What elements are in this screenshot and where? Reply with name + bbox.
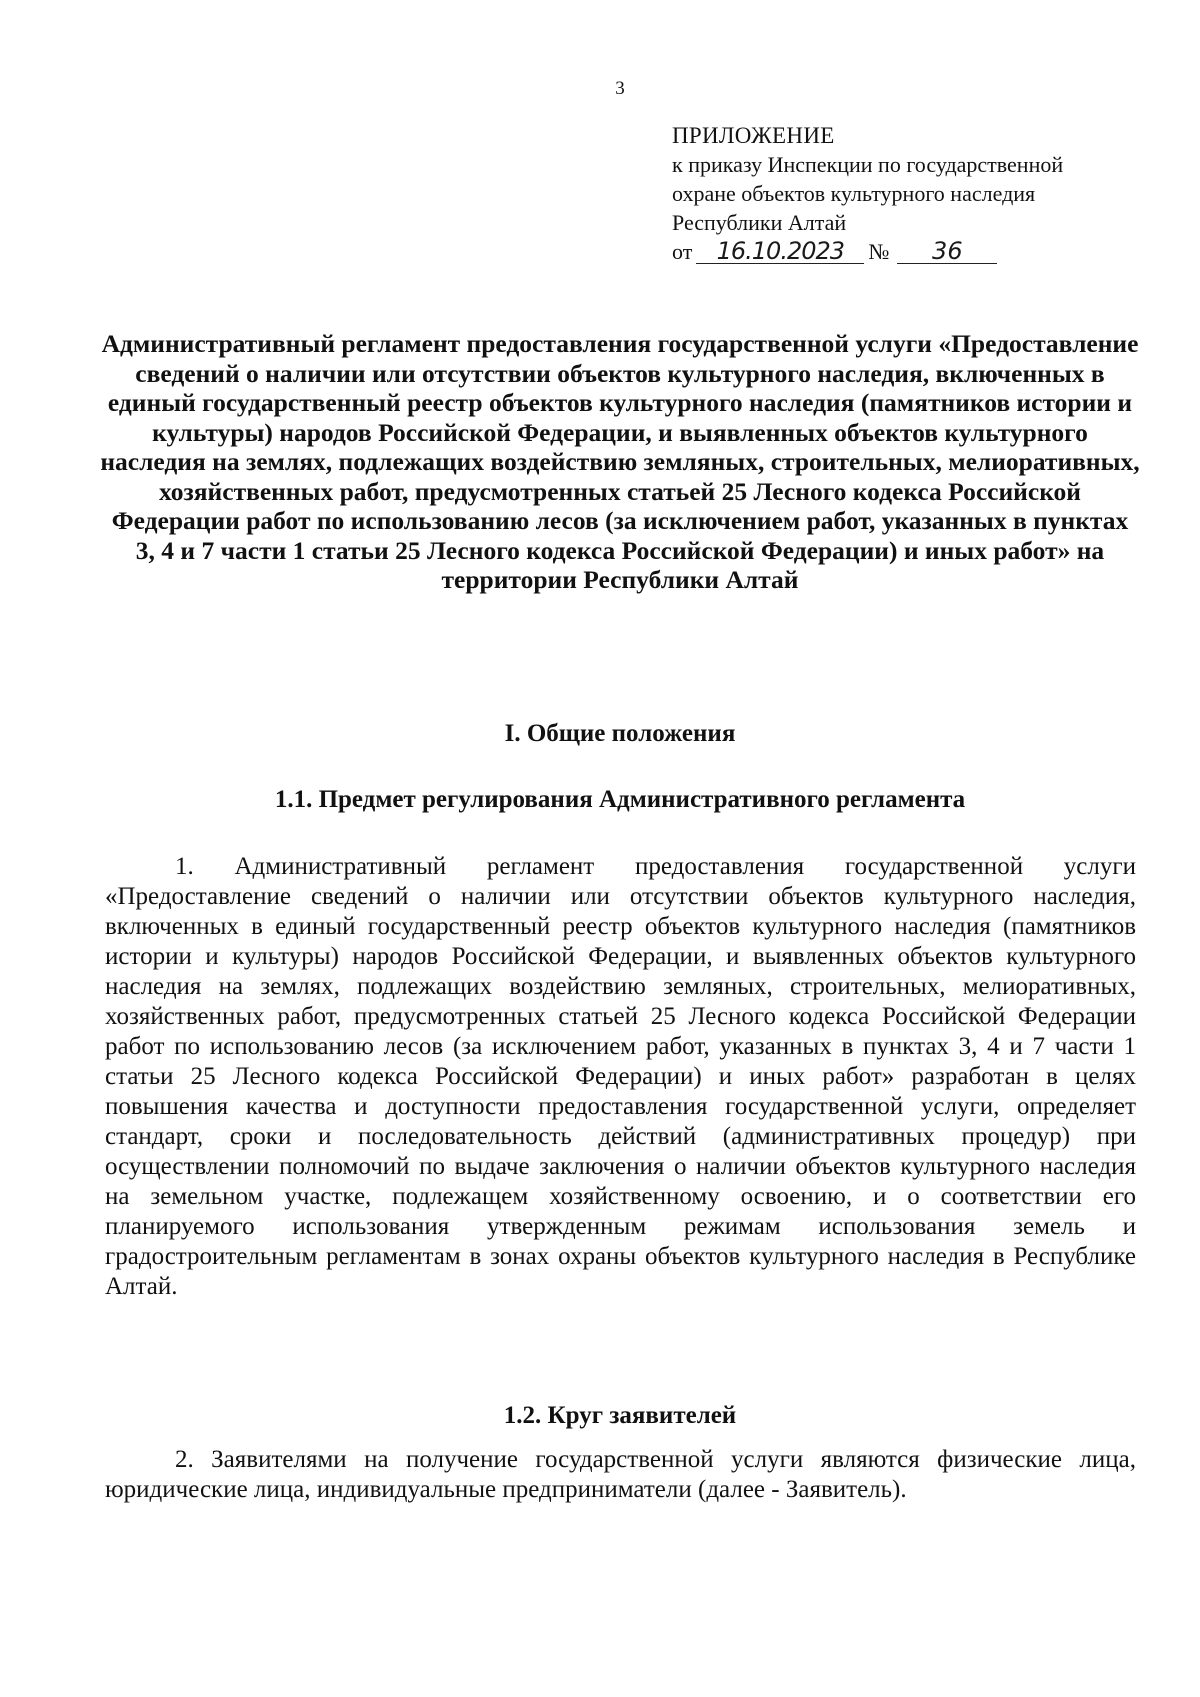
section-heading-general: I. Общие положения	[504, 720, 736, 747]
handwritten-date: 16.10.2023	[696, 239, 864, 264]
appendix-title: ПРИЛОЖЕНИЕ	[672, 123, 835, 148]
number-label: №	[868, 239, 890, 264]
section-heading-subject: 1.1. Предмет регулирования Административного регламента	[274, 786, 966, 813]
paragraph-1: 1. Административный регламент предоставления государственной услуги «Предоставление сведений о наличии или отсутствии объектов культурного наследия, включенных в единый государственный реестр объектов культурного наследия (памятников истории и культуры) народов Российской Федерации, и выявленных объектов культурного наследия на землях, подлежащих воздействию земляных, строительных, мелиоративных, хозяйственных работ, предусмотренных статьей 25 Лесного кодекса Российской Федерации работ по использованию лесов (за исключением работ, указанных в пунктах 3, 4 и 7 части 1 статьи 25 Лесного кодекса Российской Федерации) и иных работ» разработан в целях повышения качества и доступности предоставления государственной услуги, определяет стандарт, сроки и последовательность действий (административных процедур) при осуществлении полномочий по выдаче заключения о наличии объектов культурного наследия на земельном участке, подлежащем хозяйственному освоению, и о соответствии его планируемого использования утвержденным режимам использования земель и градостроительным регламентам в зонах охраны объектов культурного наследия в Республике Алтай.	[105, 853, 1136, 1300]
document-title: Административный регламент предоставления государственной услуги «Предоставление сведений о наличии или отсутствии объектов культурного наследия, включенных в единый государственный реестр объектов культурного наследия (памятников истории и культуры) народов Российской Федерации, и выявленных объектов культурного наследия на землях, подлежащих воздействию земляных, строительных, мелиоративных, хозяйственных работ, предусмотренных статьей 25 Лесного кодекса Российской Федерации работ по использованию лесов (за исключением работ, указанных в пунктах 3, 4 и 7 части 1 статьи 25 Лесного кодекса Российской Федерации) и иных работ» на территории Республики Алтай	[100, 329, 1140, 594]
page-number: 3	[615, 78, 625, 99]
appendix-line: Республики Алтай	[672, 210, 847, 235]
appendix-line: охране объектов культурного наследия	[672, 181, 1036, 206]
handwritten-number: 36	[897, 239, 997, 264]
date-prefix: от	[672, 239, 693, 264]
appendix-block	[672, 121, 1152, 266]
order-date-number-line	[672, 237, 1152, 266]
appendix-line: к приказу Инспекции по государственной	[672, 152, 1064, 177]
section-heading-applicants: 1.2. Круг заявителей	[503, 1402, 737, 1429]
paragraph-2: 2. Заявителями на получение государственной услуги являются физические лица, юридические лица, индивидуальные предприниматели (далее - Заявитель).	[105, 1446, 1136, 1503]
